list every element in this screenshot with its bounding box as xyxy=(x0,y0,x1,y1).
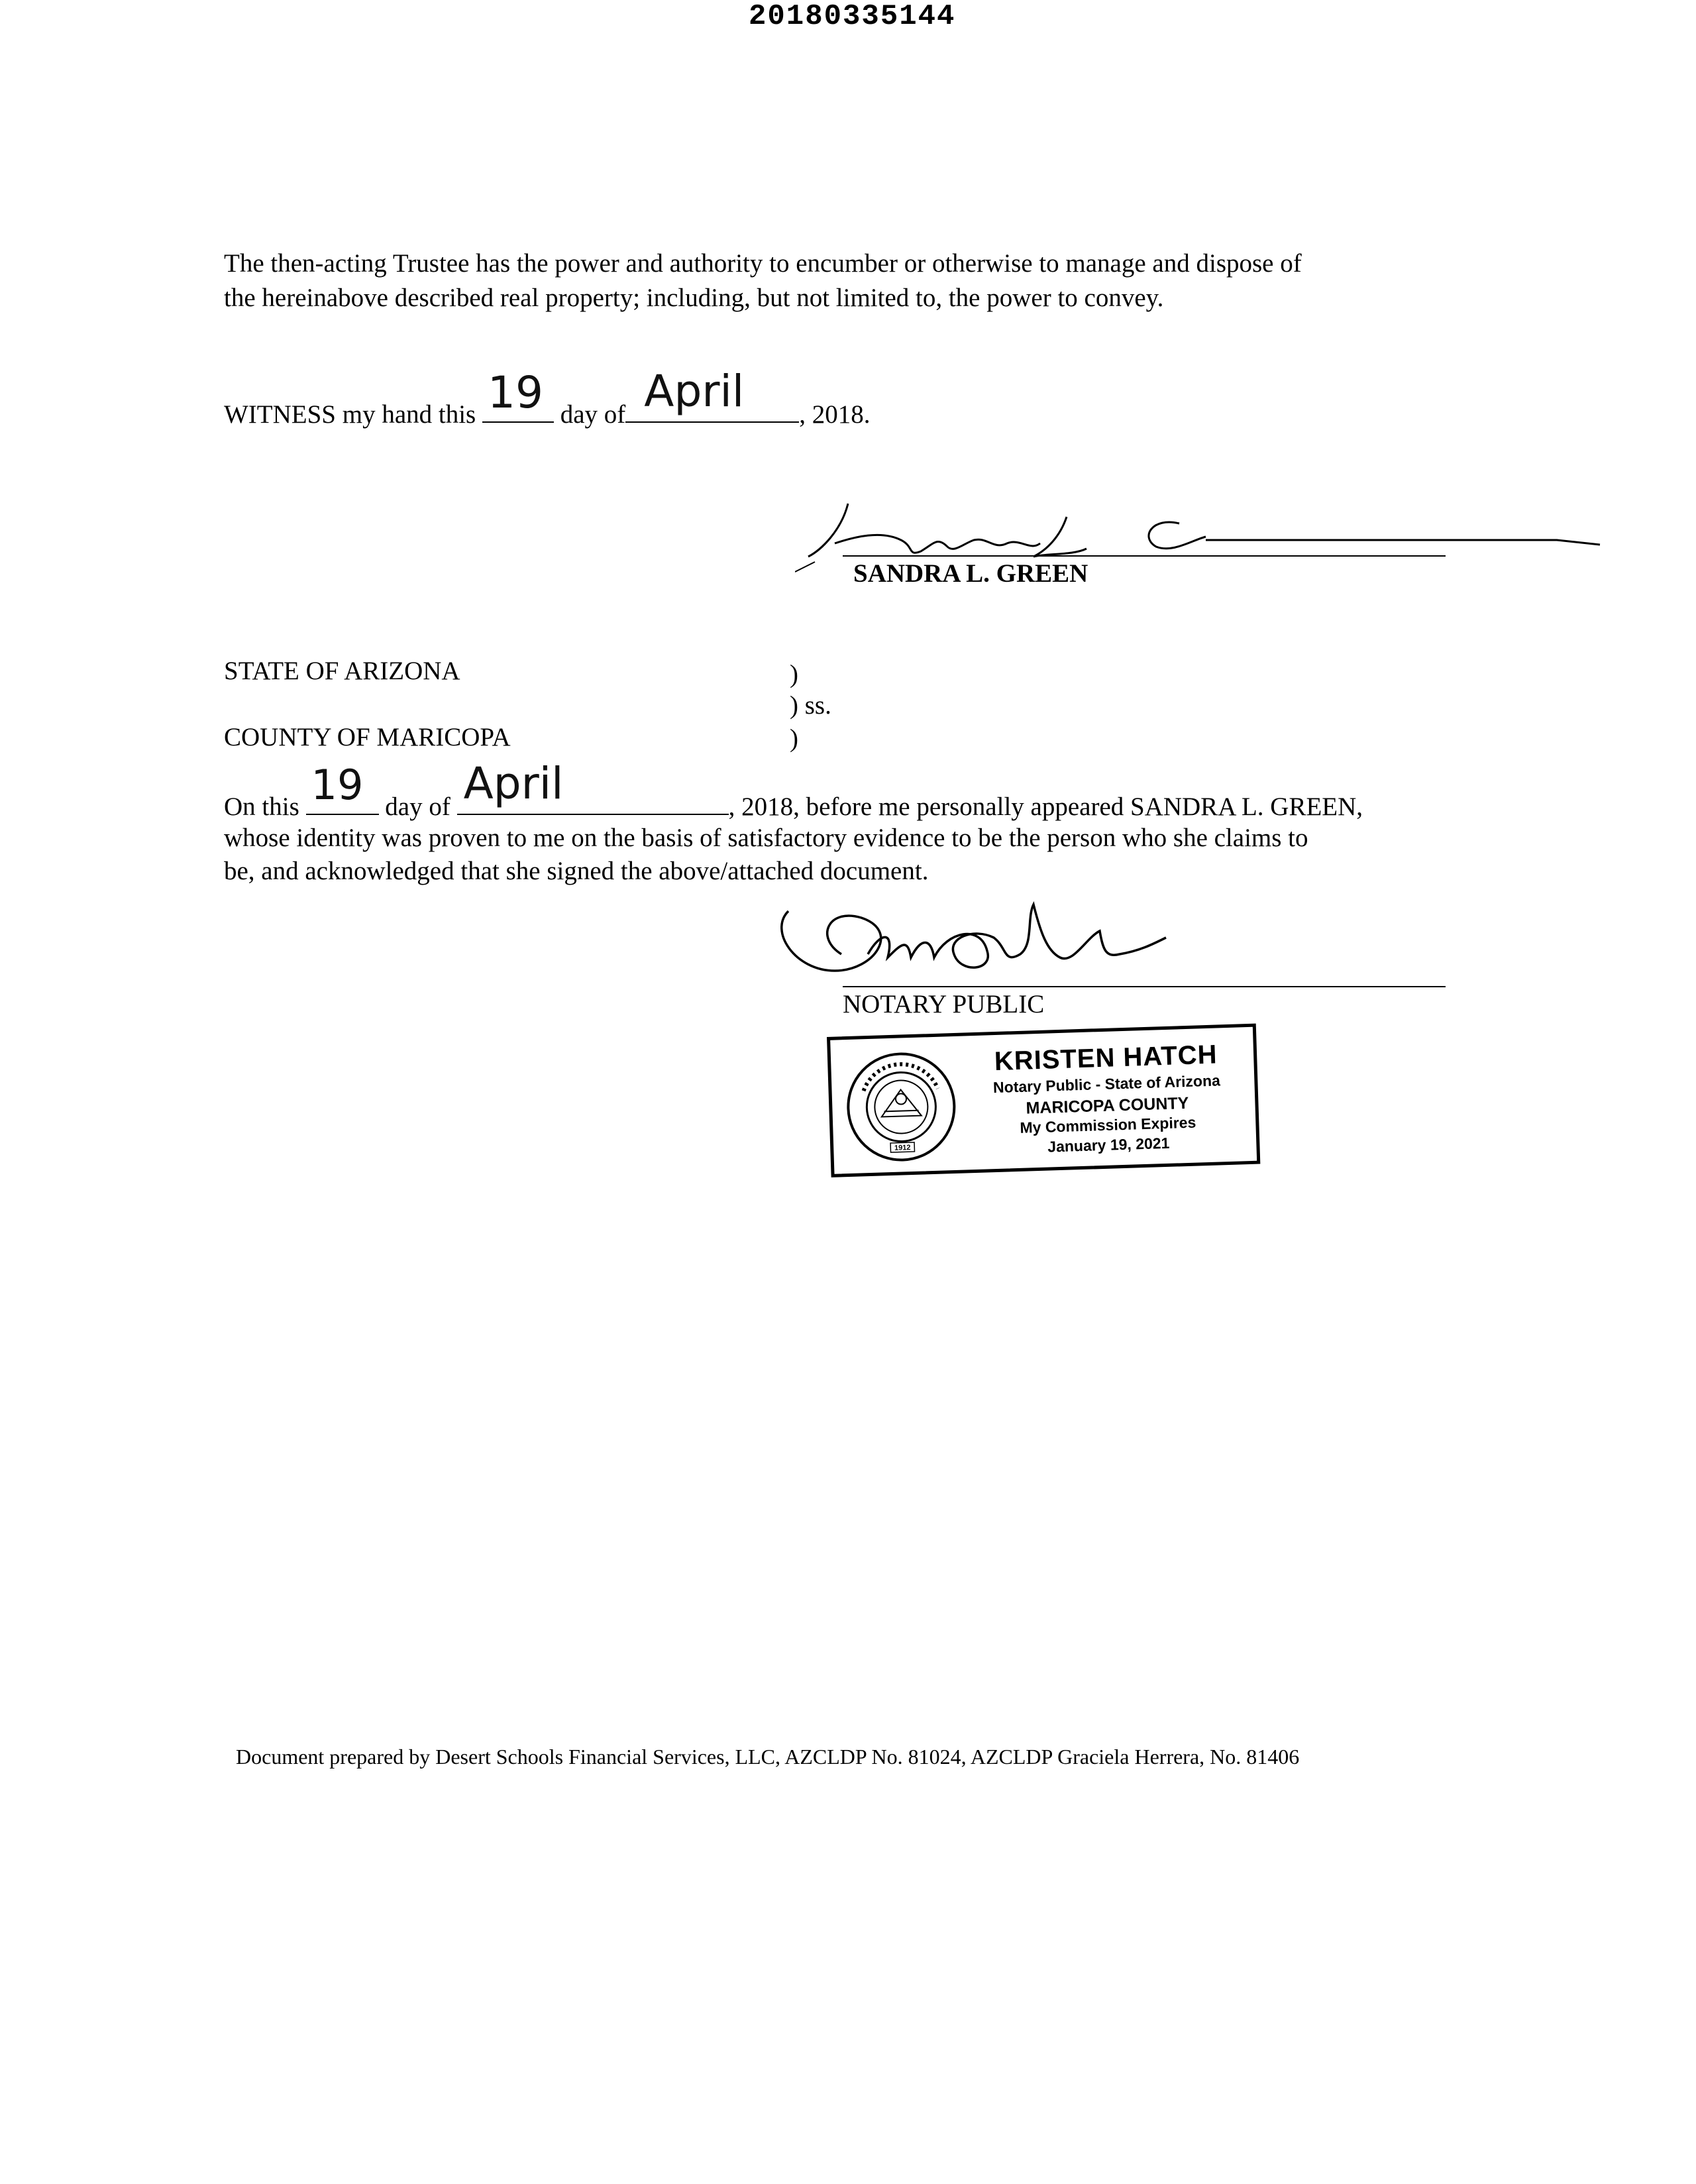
venue-county: COUNTY OF MARICOPA xyxy=(224,723,511,751)
stamp-commission-label: My Commission Expires xyxy=(1020,1113,1196,1136)
ack-day-handwritten: 19 xyxy=(311,761,364,809)
stamp-commission-date: January 19, 2021 xyxy=(1047,1134,1170,1156)
witness-month-blank xyxy=(625,366,799,423)
venue-paren-ss: ) ss. xyxy=(790,691,831,720)
acknowledgment-line-2: whose identity was proven to me on the basis of satisfactory evidence to be the person who she claims to xyxy=(224,824,1308,852)
stamp-notary-name: KRISTEN HATCH xyxy=(994,1040,1218,1077)
notary-public-label: NOTARY PUBLIC xyxy=(843,990,1045,1018)
ack-suffix: , 2018, before me personally appeared SANDRA L. GREEN, xyxy=(728,792,1363,821)
witness-prefix: WITNESS my hand this xyxy=(224,400,476,429)
signer-name: SANDRA L. GREEN xyxy=(853,559,1088,588)
acknowledgment-line-1 xyxy=(224,758,1363,822)
witness-suffix: , 2018. xyxy=(799,400,871,429)
seal-year: 1912 xyxy=(894,1144,911,1152)
trustee-authority-paragraph xyxy=(224,246,1483,315)
ack-mid: day of xyxy=(385,792,450,821)
ack-month-handwritten: April xyxy=(463,758,564,809)
arizona-state-seal-icon xyxy=(843,1048,960,1166)
venue-paren-1: ) xyxy=(790,660,798,688)
ack-prefix: On this xyxy=(224,792,299,821)
witness-day-blank xyxy=(482,367,554,423)
stamp-county: MARICOPA COUNTY xyxy=(1026,1093,1189,1118)
notary-stamp xyxy=(827,1024,1260,1177)
ack-month-blank xyxy=(457,758,729,815)
ack-day-blank xyxy=(306,761,379,815)
document-number: 20180335144 xyxy=(749,0,956,33)
venue-state: STATE OF ARIZONA xyxy=(224,657,460,685)
venue-paren-3: ) xyxy=(790,724,798,753)
witness-mid: day of xyxy=(560,400,626,429)
stamp-notary-title: Notary Public - State of Arizona xyxy=(992,1071,1221,1097)
notary-signature-line xyxy=(843,986,1446,987)
witness-day-handwritten: 19 xyxy=(487,367,543,418)
trustee-paragraph-line-2: the hereinabove described real property; including, but not limited to, the power to convey. xyxy=(224,284,1164,312)
notary-signature xyxy=(768,891,1246,984)
witness-month-handwritten: April xyxy=(644,366,745,417)
trustee-paragraph-line-1: The then-acting Trustee has the power and authority to encumber or otherwise to manage and dispose of xyxy=(224,249,1302,278)
acknowledgment-line-3: be, and acknowledged that she signed the above/attached document. xyxy=(224,857,929,885)
witness-line xyxy=(224,366,871,429)
prepared-by-footer: Document prepared by Desert Schools Financial Services, LLC, AZCLDP No. 81024, AZCLDP Graciela Herrera, No. 81406 xyxy=(236,1745,1300,1769)
signer-signature-line xyxy=(843,555,1446,557)
